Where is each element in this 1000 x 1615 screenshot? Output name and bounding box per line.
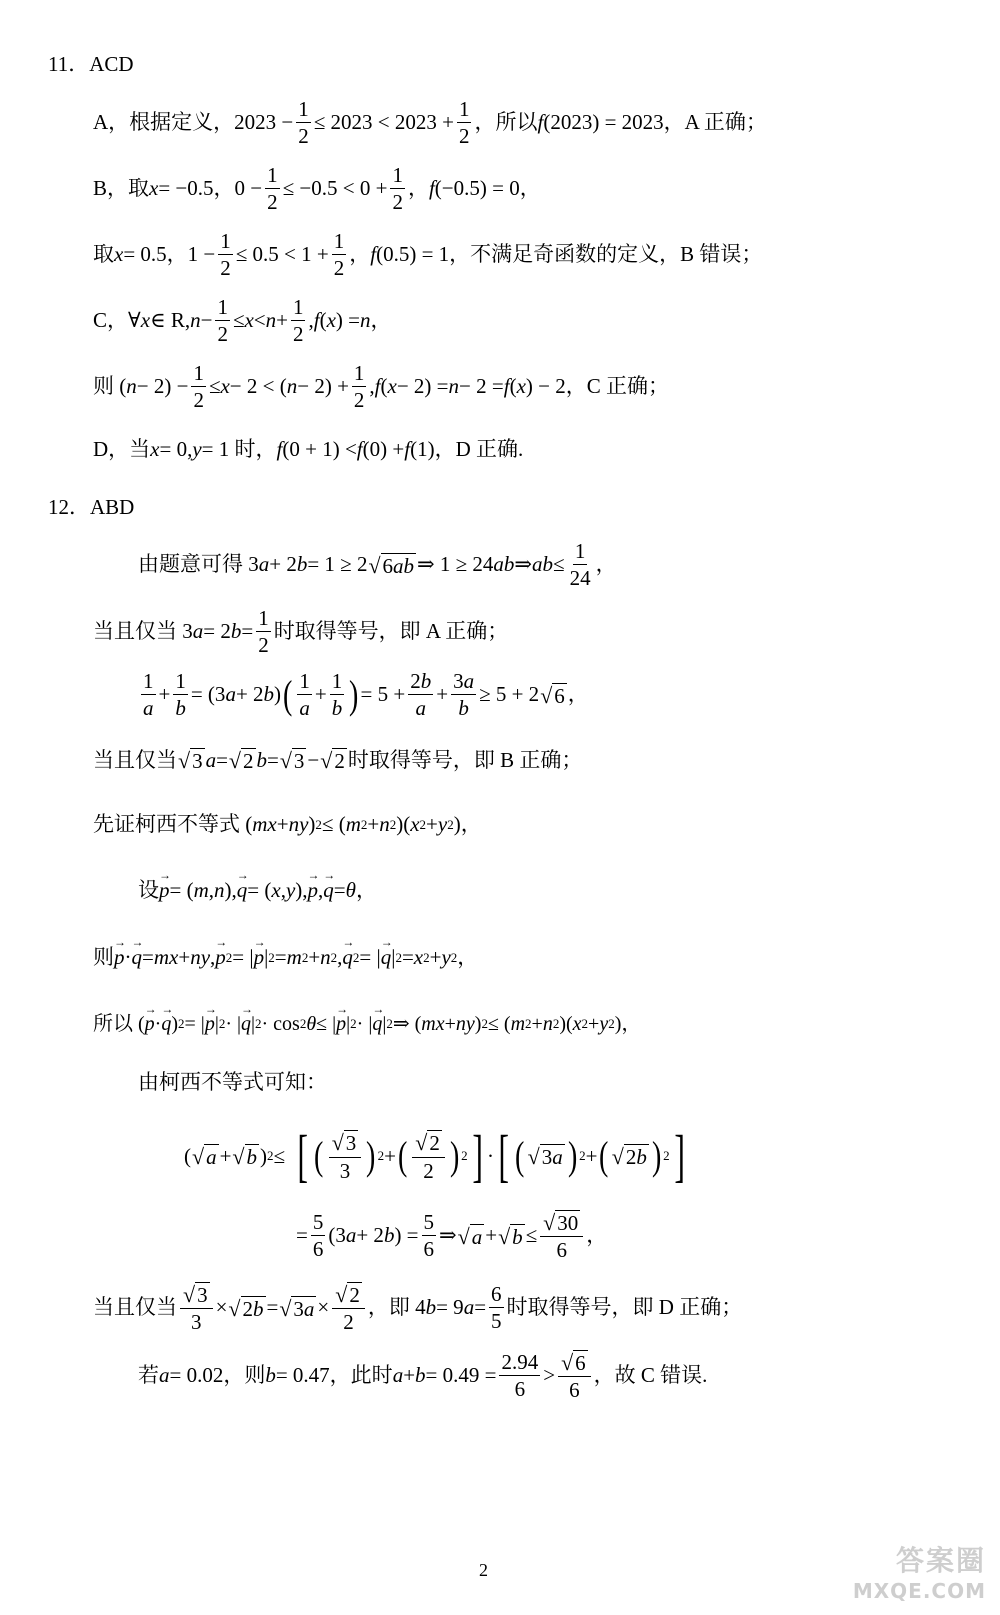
sqrt: √ 2b bbox=[611, 1144, 647, 1170]
q11-option-b: B，取 x = −0.5，0 − $\frac{1}{2}$ ≤ −0.5 < 0 + $\frac{1}{2}$ ， f (−0.5) = 0， bbox=[93, 163, 541, 215]
q12-line-4: 当且仅当 √ 3 a = √ 2 b = √ 3 − √ 2 时取得等号，即 B 正确； bbox=[93, 747, 583, 774]
sqrt: √ 2b bbox=[228, 1295, 264, 1321]
fraction: $\frac{1}{2}$ bbox=[458, 97, 470, 149]
fraction: $\frac{3a}{b}$ bbox=[453, 669, 475, 721]
q12-line-11: = $\frac{5}{6}$ (3 a + 2 b ) = $\frac{5}{6}$ ⇒ √ a + √ b ≤ √ 30 6 ， bbox=[296, 1210, 608, 1263]
fraction: $\frac{5}{6}$ bbox=[423, 1210, 435, 1262]
fraction: $\frac{1}{b}$ bbox=[175, 669, 186, 721]
fraction: $\frac{1}{a}$ bbox=[299, 669, 310, 721]
sqrt: √ 2 bbox=[320, 748, 345, 774]
fraction: $\frac{1}{a}$ bbox=[143, 669, 154, 721]
fraction: √ 3 3 bbox=[180, 1282, 213, 1333]
q12-line-7: 则 → p · → q = mx + ny , → p 2 = | → p | 2 = m 2 + n 2 , → q 2 = | → q | 2 = x 2 + y 2 ， bbox=[93, 947, 478, 968]
watermark-logo: 答案圈 MXQE.COM bbox=[852, 1544, 986, 1603]
fraction: $\frac{1}{2}$ bbox=[298, 97, 309, 149]
fraction: $\frac{2b}{a}$ bbox=[410, 669, 432, 721]
fraction: √ 2 2 bbox=[412, 1130, 445, 1181]
fraction: $\frac{2.94}{6}$ bbox=[501, 1350, 539, 1402]
sqrt: √ a bbox=[192, 1144, 217, 1170]
q12-header: 12．ABD bbox=[48, 495, 135, 519]
page-number: 2 bbox=[479, 1560, 488, 1580]
sqrt: √ 6ab bbox=[368, 552, 415, 578]
q12-line-1: 由题意可得 3 a + 2 b = 1 ≥ 2 √ 6ab ⇒ 1 ≥ 24 ab ⇒ ab ≤ $\frac{1}{24}$ ， bbox=[138, 539, 617, 591]
sqrt: √ b bbox=[498, 1223, 523, 1249]
q11-option-a: A，根据定义， 2023 − $\frac{1}{2}$ ≤ 2023 < 2023 + $\frac{1}{2}$ ，所以 f (2023) = 2023 ，A 正确； bbox=[93, 97, 767, 149]
sqrt: √ 3a bbox=[279, 1295, 315, 1321]
sqrt: √ 6 bbox=[540, 682, 565, 708]
q12-line-9: 由柯西不等式可知： bbox=[138, 1070, 327, 1094]
q11-option-c-cont: 则 ( n − 2) − $\frac{1}{2}$ ≤ x − 2 < ( n − 2) + $\frac{1}{2}$ , f ( x − 2) = n − 2 = f ( x ) − 2，C 正确； bbox=[93, 361, 669, 413]
q12-line-2: 当且仅当 3 a = 2 b = $\frac{1}{2}$ 时取得等号，即 A 正确； bbox=[93, 606, 509, 658]
sqrt: √ b bbox=[232, 1144, 257, 1170]
q12-line-5: 先证柯西不等式 ( mx + ny ) 2 ≤ ( m 2 + n 2 )( x 2 + y 2 )， bbox=[93, 812, 482, 836]
fraction: $\frac{1}{2}$ bbox=[258, 606, 269, 658]
q12-line-8: 所以 ( → p · → q ) 2 = | → p | 2 · | → q | 2 · cos 2 θ ≤ | → p | 2 · | → q | 2 ⇒ ( mx + ny ) 2 ≤ ( m 2 + n 2 )( x 2 + y 2 )， bbox=[93, 1014, 641, 1034]
sqrt: √ 3 bbox=[178, 748, 203, 774]
fraction: $\frac{1}{b}$ bbox=[331, 669, 343, 721]
fraction: $\frac{5}{6}$ bbox=[312, 1210, 324, 1262]
fraction: √ 2 2 bbox=[332, 1282, 365, 1333]
sqrt: √ 3a bbox=[527, 1144, 563, 1170]
fraction: $\frac{1}{2}$ bbox=[193, 361, 204, 413]
q11-option-b-cont: 取 x = 0.5，1 − $\frac{1}{2}$ ≤ 0.5 < 1 + $\frac{1}{2}$ ， f (0.5) = 1，不满足奇函数的定义，B 错误； bbox=[93, 229, 763, 281]
fraction: $\frac{1}{2}$ bbox=[267, 163, 278, 215]
q11-option-d: D，当 x = 0, y = 1 时， f (0 + 1) < f (0) + f (1)，D 正确. bbox=[93, 437, 524, 461]
q12-line-6: 设 → p = ( m , n ), → q = ( x , y ), → p , → q = θ ， bbox=[138, 880, 377, 901]
q12-line-3: $\frac{1}{a}$ + $\frac{1}{b}$ = (3 a + 2 b ) ( $\frac{1}{a}$ + $\frac{1}{b}$ ) = 5 + $\frac{2b}{a}$ + $\frac{3a}{b}$ ≥ 5 + 2 √ 6 ， bbox=[143, 669, 589, 721]
fraction: $\frac{6}{5}$ bbox=[491, 1282, 502, 1334]
q11-option-c: C， ∀ x ∈ R, n − $\frac{1}{2}$ ≤ x < n + $\frac{1}{2}$ , f ( x ) = n ， bbox=[93, 295, 392, 347]
sqrt: √ 3 bbox=[279, 748, 305, 774]
q12-line-10: ( √ a + √ b ) 2 ≤ [ ( √ 3 3 ) 2 + ( √ 2 2 ) 2 ] · [ ( √ 3a ) 2 + ( √ 2b ) 2 ] bbox=[184, 1123, 685, 1188]
fraction: $\frac{1}{2}$ bbox=[292, 295, 304, 347]
sqrt: √ 2 bbox=[228, 748, 254, 774]
fraction: $\frac{1}{2}$ bbox=[217, 295, 228, 347]
fraction: √ 6 6 bbox=[558, 1350, 591, 1401]
fraction: $\frac{1}{2}$ bbox=[333, 229, 345, 281]
fraction: $\frac{1}{2}$ bbox=[220, 229, 231, 281]
sqrt: √ a bbox=[457, 1223, 483, 1249]
q11-header: 11．ACD bbox=[48, 52, 134, 76]
fraction: $\frac{1}{2}$ bbox=[353, 361, 365, 413]
fraction: $\frac{1}{2}$ bbox=[392, 163, 403, 215]
q12-line-12: 当且仅当 √ 3 3 × √ 2b = √ 3a × √ 2 2 ，即 4 b = 9 a = $\frac{6}{5}$ 时取得等号，即 D 正确； bbox=[93, 1282, 743, 1335]
fraction: √ 30 6 bbox=[540, 1210, 583, 1261]
fraction: √ 3 3 bbox=[329, 1130, 362, 1181]
fraction: $\frac{1}{24}$ bbox=[569, 539, 591, 591]
q12-line-13: 若 a = 0.02，则 b = 0.47，此时 a + b = 0.49 = $\frac{2.94}{6}$ > √ 6 6 ，故 C 错误. bbox=[138, 1350, 708, 1403]
